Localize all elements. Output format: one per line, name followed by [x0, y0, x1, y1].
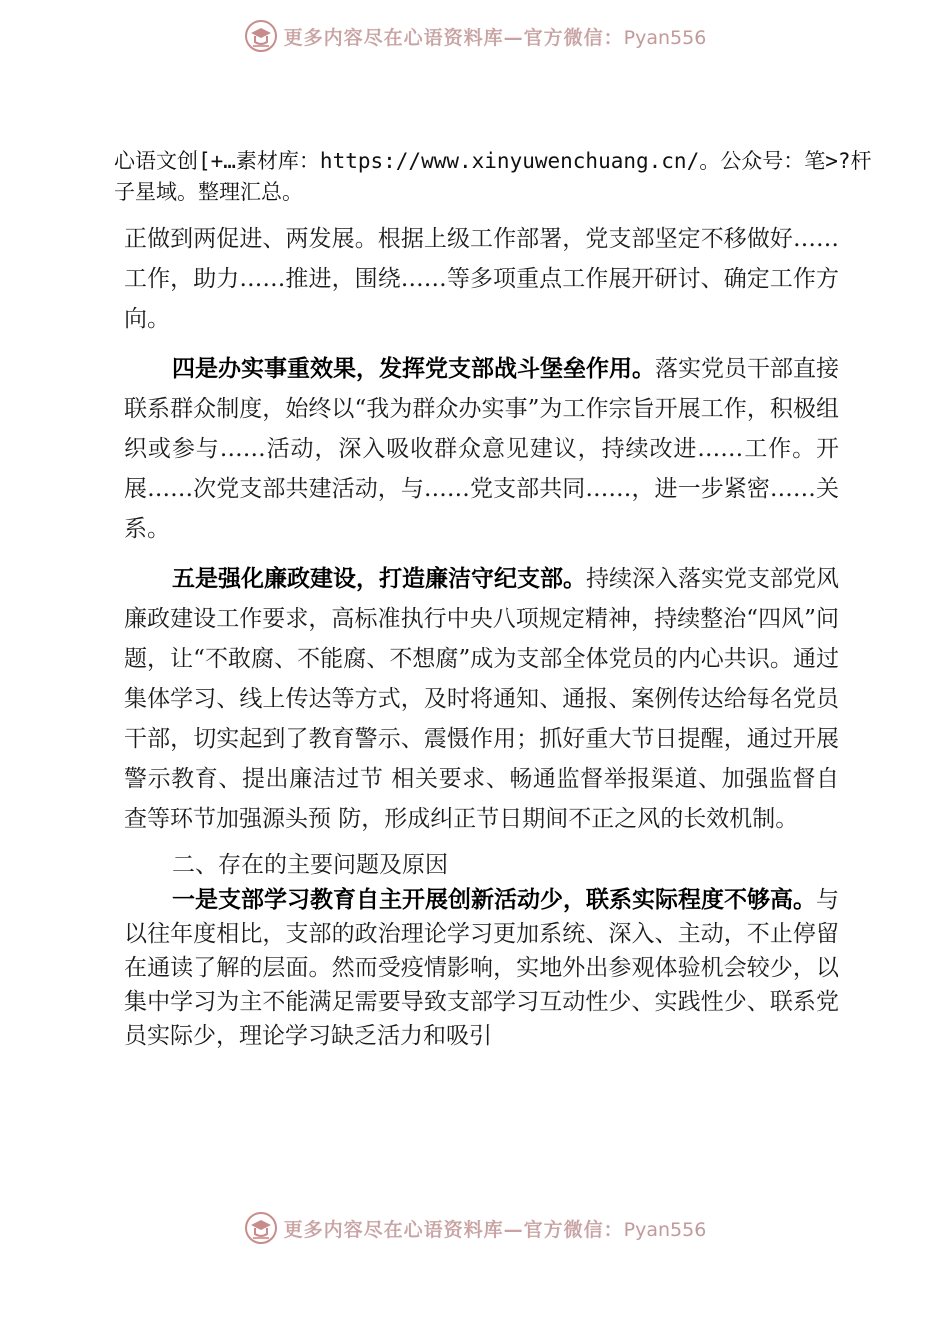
watermark-banner-bottom	[0, 1208, 950, 1248]
item4-paragraph	[124, 349, 839, 549]
problem1-paragraph	[124, 883, 839, 1053]
item5-lead: 五是强化廉政建设，打造廉洁守纪支部。	[172, 566, 586, 592]
problem1-lead: 一是支部学习教育自主开展创新活动少，联系实际程度不够高。	[172, 887, 816, 913]
document-body	[124, 219, 839, 1053]
source-line: 心语文创[+…素材库：https://www.xinyuwenchuang.cn/。公众号：笔>?杆子星域。整理汇总。	[114, 149, 872, 204]
item4-lead: 四是办实事重效果，发挥党支部战斗堡垒作用。	[172, 356, 655, 382]
item5-paragraph	[124, 559, 839, 839]
watermark-wechat-id: Pyan556	[623, 1218, 707, 1241]
watermark-banner-top	[0, 16, 950, 56]
problem1-body: 与以往年度相比，支部的政治理论学习更加系统、深入、主动，不止停留在通读了解的层面。然而受疫情影响，实地外出参观体验机会较少，以集中学习为主不能满足需要导致支部学习互动性少、实践性少、联系党员实际少，理论学习缺乏活力和吸引	[124, 887, 839, 1049]
item5-body: 持续深入落实党支部党风廉政建设工作要求，高标准执行中央八项规定精神，持续整治“四风”问题，让“不敢腐、不能腐、不想腐”成为支部全体党员的内心共识。通过集体学习、线上传达等方式，及时将通知、通报、案例传达给每名党员干部，切实起到了教育警示、震慑作用；抓好重大节日提醒，通过开展警示教育、提出廉洁过节 相关要求、畅通监督举报渠道、加强监督自查等环节加强源头预 防，形成纠正节日期间不正之风的长效机制。	[124, 566, 839, 832]
item4-body: 落实党员干部直接联系群众制度，始终以“我为群众办实事”为工作宗旨开展工作，积极组织或参与……活动，深入吸收群众意见建议，持续改进……工作。开展……次党支部共建活动，与……党支部共同……，进一步紧密……关系。	[124, 356, 839, 542]
continuation-paragraph: 正做到两促进、两发展。根据上级工作部署，党支部坚定不移做好……工作，助力……推进，围绕……等多项重点工作展开研讨、确定工作方向。	[124, 226, 839, 332]
watermark-wechat-id: Pyan556	[623, 26, 707, 49]
mortarboard-book-logo-icon	[244, 1211, 278, 1245]
watermark-text: 更多内容尽在心语资料库—官方微信：Pyan556	[283, 1218, 707, 1241]
mortarboard-book-logo-icon	[244, 19, 278, 53]
watermark-text: 更多内容尽在心语资料库—官方微信：Pyan556	[283, 26, 707, 49]
section2-heading: 二、存在的主要问题及原因	[172, 852, 448, 878]
